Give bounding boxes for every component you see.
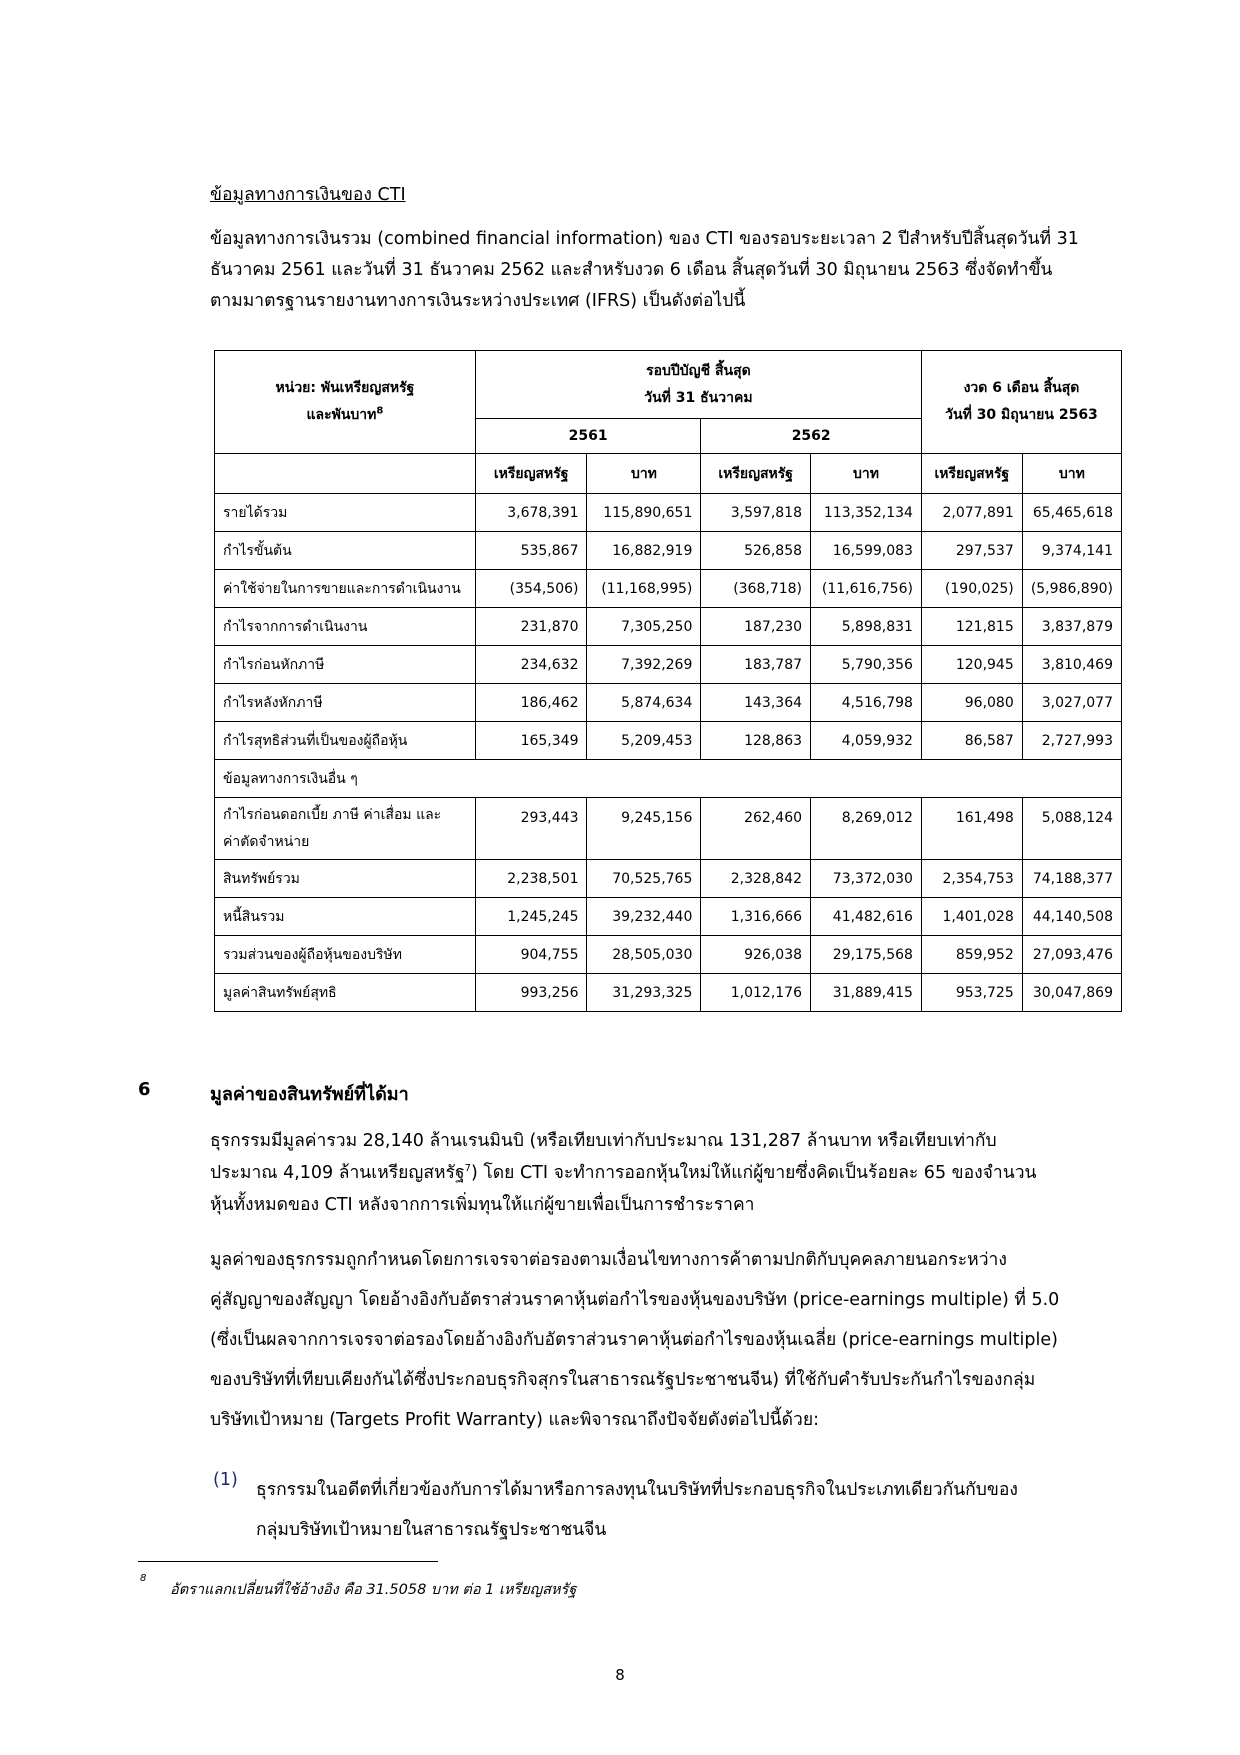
cell-value: 2,354,753 <box>921 860 1022 898</box>
table-row <box>215 974 1122 1012</box>
cell-value: 165,349 <box>475 722 587 760</box>
table-row <box>215 898 1122 936</box>
para-line: บริษัทเป้าหมาย (Targets Profit Warranty) และพิจารณาถึงปัจจัยดังต่อไปนี้ด้วย: <box>210 1410 819 1430</box>
list-item <box>256 1470 1088 1550</box>
col-usd-header: เหรียญสหรัฐ <box>701 454 811 494</box>
cell-value: 293,443 <box>475 798 587 860</box>
cell-value: 161,498 <box>921 798 1022 860</box>
cell-value: (11,168,995) <box>587 570 701 608</box>
cell-value: 9,374,141 <box>1022 532 1121 570</box>
empty-header-cell <box>215 454 476 494</box>
cell-value: 29,175,568 <box>811 936 922 974</box>
table-row <box>215 684 1122 722</box>
row-label: กำไรขั้นต้น <box>215 532 476 570</box>
year-2562-header: 2562 <box>701 419 922 454</box>
cell-value: 183,787 <box>701 646 811 684</box>
cell-value: 27,093,476 <box>1022 936 1121 974</box>
cell-value: 526,858 <box>701 532 811 570</box>
col-thb-header: บาท <box>587 454 701 494</box>
fy-header-line1: รอบปีบัญชี สิ้นสุด <box>646 362 751 379</box>
cell-value: 5,790,356 <box>811 646 922 684</box>
cell-value: 5,209,453 <box>587 722 701 760</box>
row-label: กำไรก่อนหักภาษี <box>215 646 476 684</box>
cell-value: 1,401,028 <box>921 898 1022 936</box>
ebitda-label-line2: ค่าตัดจำหน่าย <box>223 833 310 850</box>
section-title: มูลค่าของสินทรัพย์ที่ได้มา <box>210 1084 409 1105</box>
cell-value: 120,945 <box>921 646 1022 684</box>
table-row <box>215 722 1122 760</box>
cell-value: 39,232,440 <box>587 898 701 936</box>
cell-value: (190,025) <box>921 570 1022 608</box>
cell-value: 96,080 <box>921 684 1022 722</box>
cell-value: 41,482,616 <box>811 898 922 936</box>
para-text: ประมาณ 4,109 ล้านเหรียญสหรัฐ <box>210 1163 465 1183</box>
intro-line: ข้อมูลทางการเงินรวม (combined financial information) ของ CTI ของรอบระยะเวลา 2 ปีสำหรับปีสิ้นสุดวันที่ 31 <box>210 229 1079 249</box>
intro-paragraph <box>210 224 1090 317</box>
intro-line: ตามมาตรฐานรายงานทางการเงินระหว่างประเทศ (IFRS) เป็นดังต่อไปนี้ <box>210 291 746 311</box>
col-thb-header: บาท <box>811 454 922 494</box>
cell-value: 904,755 <box>475 936 587 974</box>
section-number: 6 <box>138 1079 151 1100</box>
year-2561-header: 2561 <box>475 419 701 454</box>
footnote-ref: 8 <box>376 405 384 417</box>
row-label: สินทรัพย์รวม <box>215 860 476 898</box>
row-label: หนี้สินรวม <box>215 898 476 936</box>
transaction-value-paragraph <box>210 1125 1088 1221</box>
cell-value: 3,597,818 <box>701 494 811 532</box>
cell-value: 31,889,415 <box>811 974 922 1012</box>
valuation-basis-paragraph <box>210 1240 1088 1440</box>
cell-value: 30,047,869 <box>1022 974 1121 1012</box>
cell-value: 113,352,134 <box>811 494 922 532</box>
cell-value: 1,245,245 <box>475 898 587 936</box>
cell-value: 7,392,269 <box>587 646 701 684</box>
cell-value: 859,952 <box>921 936 1022 974</box>
h6-header-line2: วันที่ 30 มิถุนายน 2563 <box>945 407 1098 423</box>
cell-value: 2,328,842 <box>701 860 811 898</box>
cell-value: 2,727,993 <box>1022 722 1121 760</box>
cell-value: 28,505,030 <box>587 936 701 974</box>
cell-value: 128,863 <box>701 722 811 760</box>
row-label: กำไรจากการดำเนินงาน <box>215 608 476 646</box>
cell-value: 5,898,831 <box>811 608 922 646</box>
para-line: ธุรกรรมมีมูลค่ารวม 28,140 ล้านเรนมินบิ (หรือเทียบเท่ากับประมาณ 131,287 ล้านบาท หรือเทียบเท่ากับ <box>210 1131 997 1151</box>
cell-value: 121,815 <box>921 608 1022 646</box>
row-label: กำไรสุทธิส่วนที่เป็นของผู้ถือหุ้น <box>215 722 476 760</box>
cell-value: 2,077,891 <box>921 494 1022 532</box>
cell-value: 143,364 <box>701 684 811 722</box>
table-row <box>215 798 1122 860</box>
table-header-row <box>215 351 1122 419</box>
para-line <box>210 1157 1088 1189</box>
cell-value: 3,027,077 <box>1022 684 1121 722</box>
cell-value: 1,316,666 <box>701 898 811 936</box>
unit-header-cell <box>215 351 476 454</box>
list-item-number: (1) <box>213 1470 238 1490</box>
para-line: คู่สัญญาของสัญญา โดยอ้างอิงกับอัตราส่วนราคาหุ้นต่อกำไรของหุ้นของบริษัท (price-earnings multiple) ที่ 5.0 <box>210 1290 1060 1310</box>
ebitda-label-line1: กำไรก่อนดอกเบี้ย ภาษี ค่าเสื่อม และ <box>223 806 442 823</box>
table-row <box>215 608 1122 646</box>
cell-value: 187,230 <box>701 608 811 646</box>
cell-value: 86,587 <box>921 722 1022 760</box>
cell-value: 8,269,012 <box>811 798 922 860</box>
cell-value: 65,465,618 <box>1022 494 1121 532</box>
list-item-line: กลุ่มบริษัทเป้าหมายในสาธารณรัฐประชาชนจีน <box>256 1520 607 1540</box>
unit-header-text: และพันบาท <box>306 407 377 423</box>
cell-value: 16,882,919 <box>587 532 701 570</box>
cell-value: 5,088,124 <box>1022 798 1121 860</box>
footnote-text: อัตราแลกเปลี่ยนที่ใช้อ้างอิง คือ 31.5058 บาท ต่อ 1 เหรียญสหรัฐ <box>170 1582 577 1598</box>
cell-value: 3,810,469 <box>1022 646 1121 684</box>
table-row <box>215 494 1122 532</box>
cell-value: 953,725 <box>921 974 1022 1012</box>
cell-value: 74,188,377 <box>1022 860 1121 898</box>
page-number: 8 <box>615 1666 625 1684</box>
cell-value: 7,305,250 <box>587 608 701 646</box>
table-row <box>215 570 1122 608</box>
cell-value: (368,718) <box>701 570 811 608</box>
row-label: ค่าใช้จ่ายในการขายและการดำเนินงาน <box>215 570 476 608</box>
cell-value: 3,837,879 <box>1022 608 1121 646</box>
unit-header-line1: หน่วย: พันเหรียญสหรัฐ <box>275 380 415 396</box>
table-row <box>215 860 1122 898</box>
cell-value: 234,632 <box>475 646 587 684</box>
cell-value: 4,516,798 <box>811 684 922 722</box>
cell-value: 44,140,508 <box>1022 898 1121 936</box>
footnote-ref: 7 <box>464 1163 471 1175</box>
cell-value: 9,245,156 <box>587 798 701 860</box>
para-text: ) โดย CTI จะทำการออกหุ้นใหม่ให้แก่ผู้ขายซึ่งคิดเป็นร้อยละ 65 ของจำนวน <box>470 1163 1037 1183</box>
cell-value: 4,059,932 <box>811 722 922 760</box>
row-label: มูลค่าสินทรัพย์สุทธิ <box>215 974 476 1012</box>
row-label <box>215 798 476 860</box>
other-info-row <box>215 760 1122 798</box>
cell-value: 926,038 <box>701 936 811 974</box>
cell-value: 16,599,083 <box>811 532 922 570</box>
para-line: (ซึ่งเป็นผลจากการเจรจาต่อรองโดยอ้างอิงกับอัตราส่วนราคาหุ้นต่อกำไรของหุ้นเฉลี่ย (price-earnings multiple) <box>210 1330 1058 1350</box>
cell-value: 73,372,030 <box>811 860 922 898</box>
financial-info-heading: ข้อมูลทางการเงินของ CTI <box>210 185 406 205</box>
cell-value: 3,678,391 <box>475 494 587 532</box>
row-label: รวมส่วนของผู้ถือหุ้นของบริษัท <box>215 936 476 974</box>
fiscal-year-header <box>475 351 921 419</box>
fy-header-line2: วันที่ 31 ธันวาคม <box>644 389 753 406</box>
cell-value: 297,537 <box>921 532 1022 570</box>
row-label: กำไรหลังหักภาษี <box>215 684 476 722</box>
financial-table <box>214 350 1122 1012</box>
para-line: มูลค่าของธุรกรรมถูกกำหนดโดยการเจรจาต่อรองตามเงื่อนไขทางการค้าตามปกติกับบุคคลภายนอกระหว่าง <box>210 1250 1007 1270</box>
list-item-line: ธุรกรรมในอดีตที่เกี่ยวข้องกับการได้มาหรือการลงทุนในบริษัทที่ประกอบธุรกิจในประเภทเดียวกันกับของ <box>256 1480 1018 1500</box>
cell-value: 262,460 <box>701 798 811 860</box>
cell-value: 993,256 <box>475 974 587 1012</box>
cell-value: 186,462 <box>475 684 587 722</box>
table-row <box>215 936 1122 974</box>
row-label: รายได้รวม <box>215 494 476 532</box>
cell-value: 2,238,501 <box>475 860 587 898</box>
cell-value: 231,870 <box>475 608 587 646</box>
cell-value: 115,890,651 <box>587 494 701 532</box>
six-month-header <box>921 351 1121 454</box>
other-info-label: ข้อมูลทางการเงินอื่น ๆ <box>215 760 1122 798</box>
para-line: หุ้นทั้งหมดของ CTI หลังจากการเพิ่มทุนให้แก่ผู้ขายเพื่อเป็นการชำระราคา <box>210 1195 755 1215</box>
table-row <box>215 646 1122 684</box>
unit-header-line2 <box>223 402 467 429</box>
cell-value: 70,525,765 <box>587 860 701 898</box>
cell-value: 31,293,325 <box>587 974 701 1012</box>
footnote-mark: 8 <box>140 1573 147 1584</box>
h6-header-line1: งวด 6 เดือน สิ้นสุด <box>963 380 1080 396</box>
col-usd-header: เหรียญสหรัฐ <box>475 454 587 494</box>
footnote-divider <box>138 1561 438 1562</box>
col-usd-header: เหรียญสหรัฐ <box>921 454 1022 494</box>
para-line: ของบริษัทที่เทียบเคียงกันได้ซึ่งประกอบธุรกิจสุกรในสาธารณรัฐประชาชนจีน) ที่ใช้กับคำรับประกันกำไรของกลุ่ม <box>210 1370 1036 1390</box>
cell-value: (5,986,890) <box>1022 570 1121 608</box>
col-thb-header: บาท <box>1022 454 1121 494</box>
cell-value: 5,874,634 <box>587 684 701 722</box>
cell-value: 1,012,176 <box>701 974 811 1012</box>
cell-value: (11,616,756) <box>811 570 922 608</box>
table-currency-row <box>215 454 1122 494</box>
cell-value: 535,867 <box>475 532 587 570</box>
intro-line: ธันวาคม 2561 และวันที่ 31 ธันวาคม 2562 และสำหรับงวด 6 เดือน สิ้นสุดวันที่ 30 มิถุนายน 2563 ซึ่งจัดทำขึ้น <box>210 260 1053 280</box>
cell-value: (354,506) <box>475 570 587 608</box>
table-row <box>215 532 1122 570</box>
